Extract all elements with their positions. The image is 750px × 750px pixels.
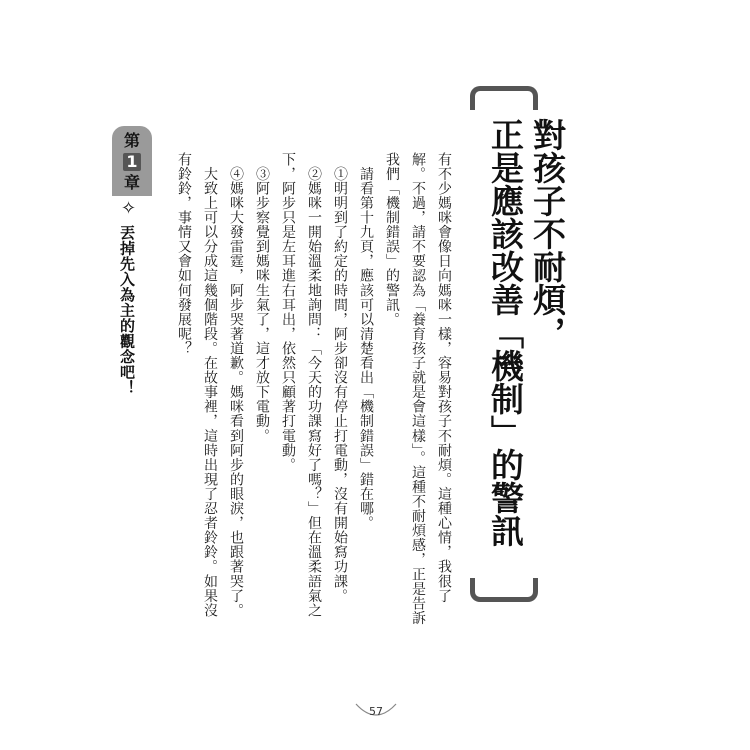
page-number: 57 bbox=[369, 705, 383, 718]
sparkle-icon: ✧ bbox=[121, 198, 137, 219]
body-column: ②媽咪一開始溫柔地詢問：「今天的功課寫好了嗎？」但在溫柔語氣之 bbox=[306, 152, 322, 618]
chapter-tab bbox=[112, 126, 152, 196]
title-bracket-bottom bbox=[470, 578, 538, 602]
body-column: 我們「機制錯誤」的警訊。 bbox=[384, 152, 400, 327]
title-bracket-top bbox=[470, 86, 538, 110]
chapter-word-top: 第 bbox=[123, 131, 140, 150]
body-column: 請看第十九頁，應該可以清楚看出「機制錯誤」錯在哪。 bbox=[358, 152, 374, 531]
body-column: 大致上可以分成這幾個階段。在故事裡，這時出現了忍者鈴鈴。如果沒 bbox=[202, 152, 218, 618]
chapter-number: 1 bbox=[123, 153, 140, 171]
chapter-word-bottom: 章 bbox=[123, 173, 140, 192]
body-column: ④媽咪大發雷霆，阿步哭著道歉。媽咪看到阿步的眼淚，也跟著哭了。 bbox=[228, 152, 244, 618]
body-column: 有不少媽咪會像日向媽咪一樣，容易對孩子不耐煩。這種心情，我很了 bbox=[436, 152, 452, 604]
title-line-1: 對孩子不耐煩， bbox=[528, 118, 567, 349]
body-column: ①明明到了約定的時間，阿步卻沒有停止打電動，沒有開始寫功課。 bbox=[332, 152, 348, 604]
body-column: 下，阿步只是左耳進右耳出，依然只顧著打電動。 bbox=[280, 152, 296, 473]
body-column: ③阿步察覺到媽咪生氣了，這才放下電動。 bbox=[254, 152, 270, 443]
body-column: 有鈴鈴，事情又會如何發展呢？ bbox=[176, 152, 192, 356]
title-line-2: 正是應該改善「機制」的警訊 bbox=[486, 118, 525, 547]
chapter-title: 丟掉先入為主的觀念吧！ bbox=[118, 225, 136, 396]
body-column: 解。不過，請不要認為「養育孩子就是會這樣」。這種不耐煩感，正是告訴 bbox=[410, 152, 426, 626]
